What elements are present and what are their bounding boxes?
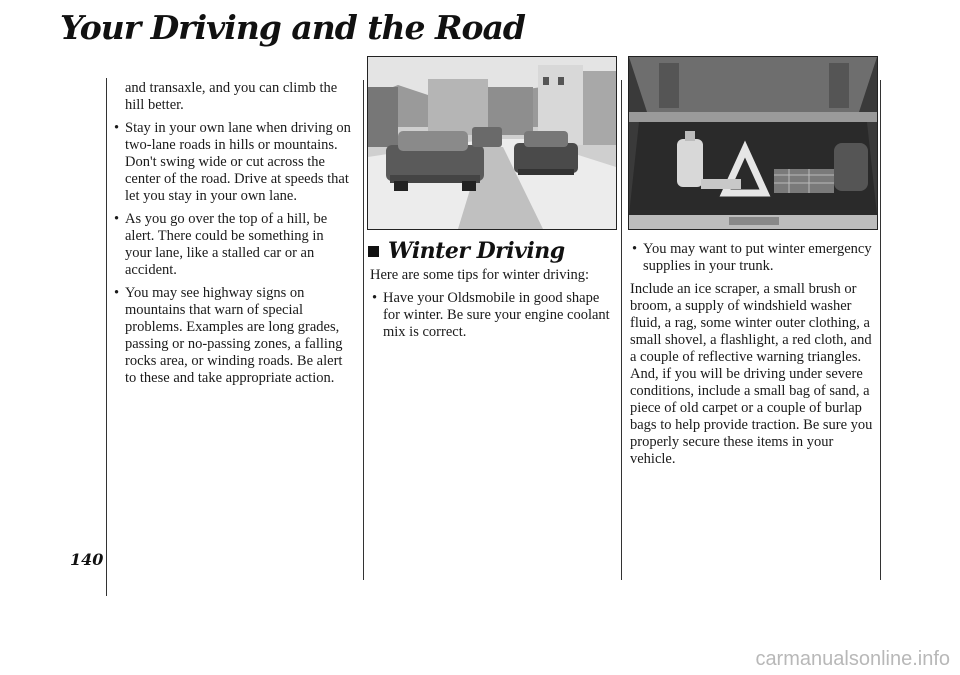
left-column bbox=[112, 80, 352, 393]
section-marker-icon bbox=[368, 246, 379, 257]
winter-road-photo bbox=[367, 56, 617, 230]
middle-column bbox=[370, 267, 614, 347]
list-item: • Stay in your own lane when driving on two-lane roads in hills or mountains. Don't swing wide or cut across the center of the road. Drive at speeds that let you stay in your own lane. bbox=[112, 120, 352, 205]
page-number: 140 bbox=[70, 550, 104, 569]
watermark: carmanualsonline.info bbox=[755, 648, 950, 670]
continued-text: and transaxle, and you can climb the hill better. bbox=[125, 80, 338, 113]
list-item: • As you go over the top of a hill, be alert. There could be something in your lane, like a stalled car or an accident. bbox=[112, 211, 352, 279]
middle-column-rule bbox=[363, 80, 364, 580]
page-title: Your Driving and the Road bbox=[60, 8, 525, 47]
right-edge-rule bbox=[880, 80, 881, 580]
list-item: • You may want to put winter emergency supplies in your trunk. bbox=[630, 241, 874, 275]
right-bullet-list bbox=[630, 241, 874, 275]
right-column bbox=[630, 241, 874, 474]
section-heading bbox=[368, 238, 565, 264]
body-text: Include an ice scraper, a small brush or broom, a supply of windshield washer fluid, a rag, some winter outer clothing, a small shovel, a flashlight, a red cloth, and a couple of reflective warning triangles. And, if you will be driving under severe conditions, include a small bag of sand, a piece of old carpet or a couple of burlap bags to help provide traction. Be sure you properly secure these items in your vehicle. bbox=[630, 281, 873, 467]
list-item: • Have your Oldsmobile in good shape for winter. Be sure your engine coolant mix is correct. bbox=[370, 290, 614, 341]
list-item: • You may see highway signs on mountains that warn of special problems. Examples are long grades, passing or no-passing zones, a falling rocks area, or winding roads. Be alert to these and take appropriate action. bbox=[112, 285, 352, 387]
middle-bullet-list bbox=[370, 290, 614, 341]
section-heading-text: Winter Driving bbox=[388, 238, 565, 264]
intro-text: Here are some tips for winter driving: bbox=[370, 267, 590, 283]
trunk-supplies-photo bbox=[628, 56, 878, 230]
left-bullet-list bbox=[112, 120, 352, 387]
left-margin-rule bbox=[106, 78, 107, 596]
right-column-rule bbox=[621, 80, 622, 580]
